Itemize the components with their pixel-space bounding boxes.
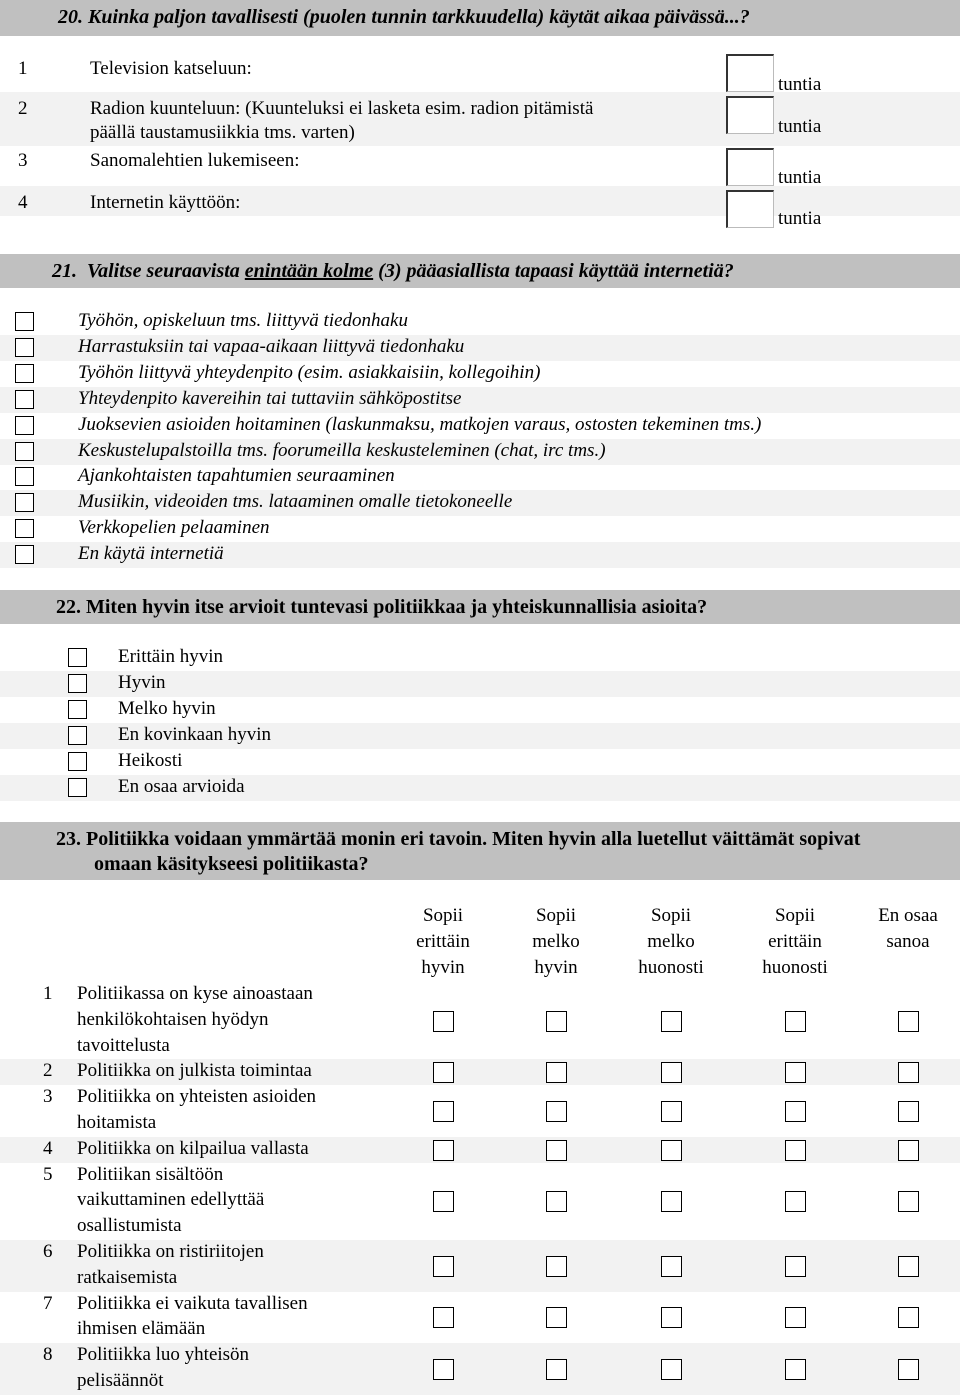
agreement-checkbox[interactable]	[785, 1011, 806, 1032]
hours-input[interactable]	[726, 190, 774, 228]
agreement-checkbox[interactable]	[898, 1307, 919, 1328]
agreement-checkbox[interactable]	[898, 1140, 919, 1161]
internet-use-label: Harrastuksiin tai vapaa-aikaan liittyvä tiedonhaku	[78, 335, 465, 357]
agreement-checkbox[interactable]	[898, 1256, 919, 1277]
statement-text: Politiikka ei vaikuta tavallisen	[77, 1292, 308, 1314]
agreement-checkbox[interactable]	[433, 1191, 454, 1212]
q20-item-label: Internetin käyttöön:	[90, 192, 241, 213]
statement-num: 7	[43, 1292, 53, 1314]
hours-unit: tuntia	[778, 74, 822, 95]
agreement-checkbox[interactable]	[898, 1101, 919, 1122]
statement-num: 4	[43, 1137, 53, 1159]
q20-item-num: 1	[18, 58, 28, 79]
agreement-checkbox[interactable]	[433, 1307, 454, 1328]
knowledge-level-label: Heikosti	[118, 749, 183, 771]
q20-item-num: 4	[18, 192, 28, 213]
statement-text: pelisäännöt	[77, 1370, 164, 1391]
internet-use-checkbox[interactable]	[15, 416, 34, 435]
agreement-checkbox[interactable]	[546, 1062, 567, 1083]
agreement-checkbox[interactable]	[661, 1011, 682, 1032]
agreement-checkbox[interactable]	[785, 1062, 806, 1083]
scale-column-header: erittäin	[768, 931, 822, 952]
q20-item-label: Sanomalehtien lukemiseen:	[90, 150, 300, 171]
agreement-checkbox[interactable]	[898, 1062, 919, 1083]
q21-title-prefix: 21. Valitse seuraavista	[52, 260, 245, 282]
q22-header	[0, 590, 960, 624]
q21-header	[0, 254, 960, 288]
statement-text: Politiikan sisältöön	[77, 1163, 224, 1185]
q23-title-line2: omaan käsitykseesi politiikasta?	[94, 853, 369, 875]
internet-use-checkbox[interactable]	[15, 467, 34, 486]
internet-use-checkbox[interactable]	[15, 338, 34, 357]
agreement-checkbox[interactable]	[661, 1359, 682, 1380]
internet-use-label: Työhön, opiskeluun tms. liittyvä tiedonhaku	[78, 310, 408, 331]
statement-text: Politiikka on yhteisten asioiden	[77, 1086, 317, 1108]
q20-item-num: 2	[18, 98, 28, 119]
internet-use-checkbox[interactable]	[15, 312, 34, 331]
internet-use-label: Keskustelupalstoilla tms. foorumeilla keskusteleminen (chat, irc tms.)	[78, 439, 606, 461]
agreement-checkbox[interactable]	[661, 1191, 682, 1212]
agreement-checkbox[interactable]	[546, 1140, 567, 1161]
internet-use-checkbox[interactable]	[15, 519, 34, 538]
agreement-checkbox[interactable]	[898, 1011, 919, 1032]
statement-text: hoitamista	[77, 1112, 157, 1133]
scale-column-header: erittäin	[416, 931, 470, 952]
agreement-checkbox[interactable]	[433, 1359, 454, 1380]
statement-num: 1	[43, 983, 53, 1004]
scale-column-header: sanoa	[886, 931, 930, 952]
q20-item-label: Radion kuunteluun: (Kuunteluksi ei lasketa esim. radion pitämistä	[90, 98, 594, 119]
agreement-checkbox[interactable]	[661, 1101, 682, 1122]
agreement-checkbox[interactable]	[433, 1101, 454, 1122]
q20-item-num: 3	[18, 150, 28, 171]
statement-text: ratkaisemista	[77, 1266, 178, 1288]
agreement-checkbox[interactable]	[785, 1359, 806, 1380]
knowledge-level-checkbox[interactable]	[68, 778, 87, 797]
knowledge-level-label: En kovinkaan hyvin	[118, 723, 272, 745]
knowledge-level-label: En osaa arvioida	[118, 775, 245, 797]
statement-num: 3	[43, 1086, 53, 1108]
scale-column-header: Sopii	[650, 905, 692, 926]
statement-text: Politiikka on kilpailua vallasta	[77, 1137, 309, 1159]
agreement-checkbox[interactable]	[898, 1359, 919, 1380]
knowledge-level-label: Hyvin	[118, 671, 166, 693]
hours-unit: tuntia	[778, 116, 822, 137]
hours-input[interactable]	[726, 148, 774, 186]
internet-use-label: Yhteydenpito kavereihin tai tuttaviin sähköpostitse	[78, 387, 462, 409]
scale-column-header: huonosti	[762, 957, 828, 978]
agreement-checkbox[interactable]	[546, 1101, 567, 1122]
scale-column-header: hyvin	[534, 957, 578, 978]
hours-unit: tuntia	[778, 208, 822, 229]
statement-text: Politiikka on ristiriitojen	[77, 1241, 264, 1262]
agreement-checkbox[interactable]	[898, 1191, 919, 1212]
scale-column-header: Sopii	[774, 905, 816, 926]
statement-text: Politiikka on julkista toimintaa	[77, 1060, 312, 1082]
knowledge-level-checkbox[interactable]	[68, 752, 87, 771]
agreement-checkbox[interactable]	[433, 1140, 454, 1161]
statement-text: vaikuttaminen edellyttää	[77, 1189, 265, 1211]
agreement-checkbox[interactable]	[546, 1011, 567, 1032]
hours-input[interactable]	[726, 96, 774, 134]
statement-text: Politiikassa on kyse ainoastaan	[77, 983, 313, 1004]
scale-column-header: huonosti	[638, 957, 704, 978]
q20-item-label: Television katseluun:	[90, 58, 252, 79]
agreement-checkbox[interactable]	[785, 1256, 806, 1277]
internet-use-label: Verkkopelien pelaaminen	[78, 517, 270, 539]
scale-column-header: melko	[647, 931, 695, 952]
hours-input[interactable]	[726, 54, 774, 92]
agreement-checkbox[interactable]	[785, 1307, 806, 1328]
agreement-checkbox[interactable]	[661, 1062, 682, 1083]
q22-title: 22. Miten hyvin itse arvioit tuntevasi politiikkaa ja yhteiskunnallisia asioita?	[56, 596, 708, 618]
agreement-checkbox[interactable]	[546, 1359, 567, 1380]
agreement-checkbox[interactable]	[785, 1101, 806, 1122]
agreement-checkbox[interactable]	[433, 1256, 454, 1277]
q23-header	[0, 822, 960, 880]
internet-use-checkbox[interactable]	[15, 390, 34, 409]
agreement-checkbox[interactable]	[546, 1307, 567, 1328]
knowledge-level-checkbox[interactable]	[68, 700, 87, 719]
internet-use-checkbox[interactable]	[15, 364, 34, 383]
statement-text: henkilökohtaisen hyödyn	[77, 1008, 269, 1030]
knowledge-level-label: Melko hyvin	[118, 697, 216, 719]
scale-column-header: melko	[532, 931, 580, 952]
scale-column-header: Sopii	[422, 905, 464, 926]
knowledge-level-checkbox[interactable]	[68, 674, 87, 693]
q20-header	[0, 0, 960, 36]
agreement-checkbox[interactable]	[661, 1140, 682, 1161]
knowledge-level-checkbox[interactable]	[68, 726, 87, 745]
q23-title-line1: 23. Politiikka voidaan ymmärtää monin eri tavoin. Miten hyvin alla luetellut väittämät sopivat	[56, 828, 861, 850]
agreement-checkbox[interactable]	[433, 1011, 454, 1032]
statement-text: tavoittelusta	[77, 1034, 170, 1056]
scale-column-header: En osaa	[878, 905, 938, 926]
knowledge-level-checkbox[interactable]	[68, 648, 87, 667]
agreement-checkbox[interactable]	[546, 1191, 567, 1212]
internet-use-label: Musiikin, videoiden tms. lataaminen omalle tietokoneelle	[78, 491, 513, 513]
internet-use-label: Työhön liittyvä yhteydenpito (esim. asiakkaisiin, kollegoihin)	[78, 361, 541, 383]
q20-title: 20. Kuinka paljon tavallisesti (puolen tunnin tarkkuudella) käytät aikaa päivässä...?	[58, 6, 750, 28]
agreement-checkbox[interactable]	[433, 1062, 454, 1083]
internet-use-label: Ajankohtaisten tapahtumien seuraaminen	[78, 465, 395, 487]
statement-num: 5	[43, 1163, 53, 1185]
agreement-checkbox[interactable]	[546, 1256, 567, 1277]
statement-num: 2	[43, 1060, 53, 1082]
internet-use-label: En käytä internetiä	[78, 543, 224, 565]
statement-text: ihmisen elämään	[77, 1318, 206, 1340]
hours-unit: tuntia	[778, 167, 822, 188]
internet-use-label: Juoksevien asioiden hoitaminen (laskunmaksu, matkojen varaus, ostosten tekeminen tms.)	[78, 413, 762, 435]
q21-title	[52, 260, 734, 283]
q20-item-label-cont: päällä taustamusiikkia tms. varten)	[90, 122, 355, 143]
q21-title-suffix: (3) pääasiallista tapaasi käyttää internetiä?	[373, 260, 734, 282]
q21-title-emphasis: enintään kolme	[244, 260, 374, 282]
statement-num: 6	[43, 1241, 53, 1262]
knowledge-level-label: Erittäin hyvin	[118, 646, 224, 667]
agreement-checkbox[interactable]	[661, 1256, 682, 1277]
scale-column-header: Sopii	[535, 905, 577, 926]
internet-use-checkbox[interactable]	[15, 442, 34, 461]
agreement-checkbox[interactable]	[785, 1191, 806, 1212]
statement-num: 8	[43, 1344, 53, 1366]
agreement-checkbox[interactable]	[785, 1140, 806, 1161]
statement-text: Politiikka luo yhteisön	[77, 1344, 250, 1366]
statement-text: osallistumista	[77, 1215, 182, 1237]
internet-use-checkbox[interactable]	[15, 493, 34, 512]
internet-use-checkbox[interactable]	[15, 545, 34, 564]
agreement-checkbox[interactable]	[661, 1307, 682, 1328]
scale-column-header: hyvin	[421, 957, 465, 978]
